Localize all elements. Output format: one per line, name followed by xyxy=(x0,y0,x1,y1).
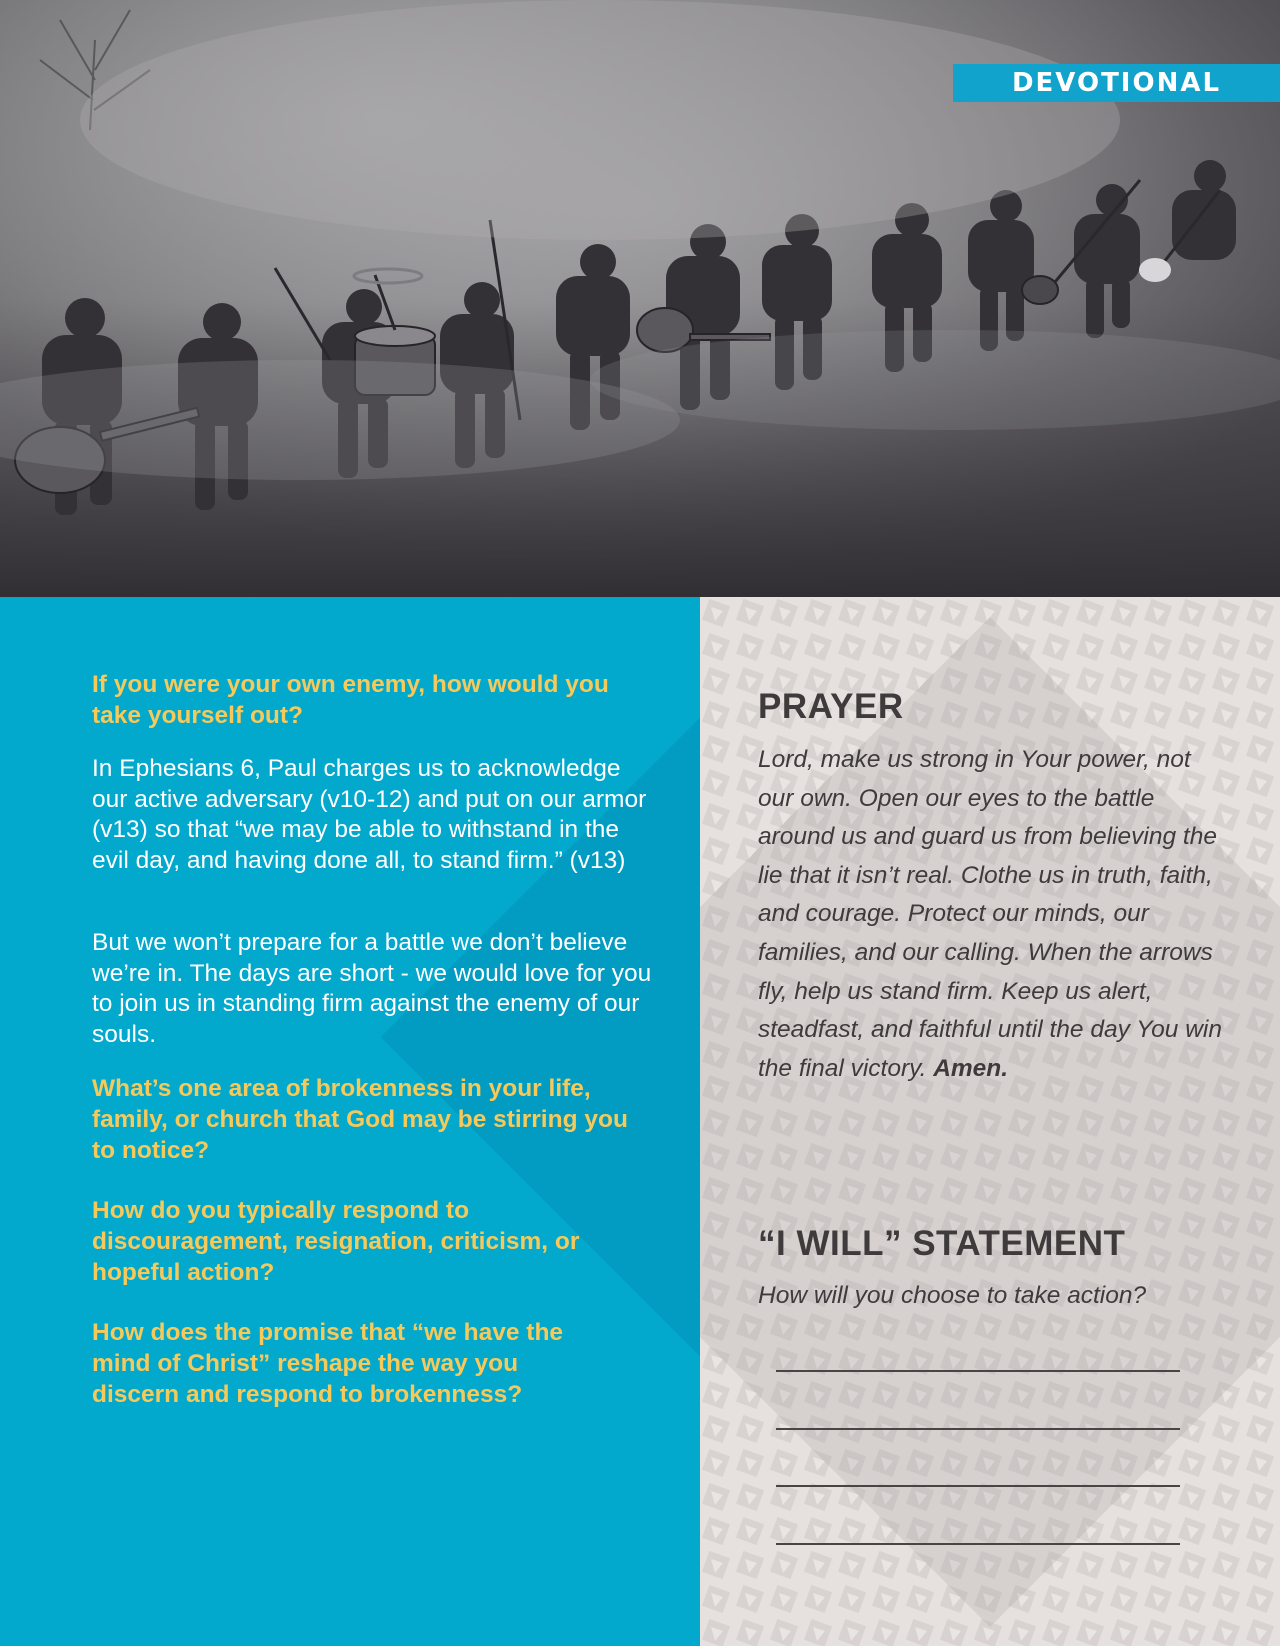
statement-prompt: How will you choose to take action? xyxy=(758,1282,1147,1309)
question-4: How does the promise that “we have the mind of Christ” reshape the way you discern and respond to brokenness? xyxy=(92,1319,564,1408)
body-paragraph-2: But we won’t prepare for a battle we don’t believe we’re in. The days are short - we would love for you to join us in standing firm against the enemy of our souls. xyxy=(92,929,652,1048)
question-3: How do you typically respond to discouragement, resignation, criticism, or hopeful action? xyxy=(92,1197,580,1286)
hero-photo xyxy=(0,0,1280,597)
answer-line[interactable] xyxy=(776,1543,1180,1545)
prayer-text xyxy=(758,741,1228,1088)
prayer-amen: Amen. xyxy=(933,1054,1009,1082)
body-paragraph-1: In Ephesians 6, Paul charges us to acknowledge our active adversary (v10-12) and put on our armor (v13) so that “we may be able to withstand in the evil day, and having done all, to stand firm.” (v13) xyxy=(92,755,647,874)
answer-line[interactable] xyxy=(776,1428,1180,1430)
prayer-panel xyxy=(700,597,1280,1646)
prayer-heading: PRAYER xyxy=(758,687,904,726)
answer-line[interactable] xyxy=(776,1485,1180,1487)
i-will-statement-heading: “I WILL” STATEMENT xyxy=(758,1224,1126,1263)
devotional-badge-label: DEVOTIONAL xyxy=(1011,68,1222,98)
question-2: What’s one area of brokenness in your life, family, or church that God may be stirring you to notice? xyxy=(92,1075,628,1164)
prayer-body: Lord, make us strong in Your power, not our own. Open our eyes to the battle around us and guard us from believing the lie that it isn’t real. Clothe us in truth, faith, and courage. Protect our minds, our families, and our calling. When the arrows fly, help us stand firm. Keep us alert, steadfast, and faithful until the day You win the final victory. xyxy=(758,746,1223,1082)
question-1: If you were your own enemy, how would you take yourself out? xyxy=(92,671,609,729)
answer-line[interactable] xyxy=(776,1370,1180,1372)
reflection-panel xyxy=(0,597,700,1646)
devotional-badge xyxy=(953,64,1280,102)
